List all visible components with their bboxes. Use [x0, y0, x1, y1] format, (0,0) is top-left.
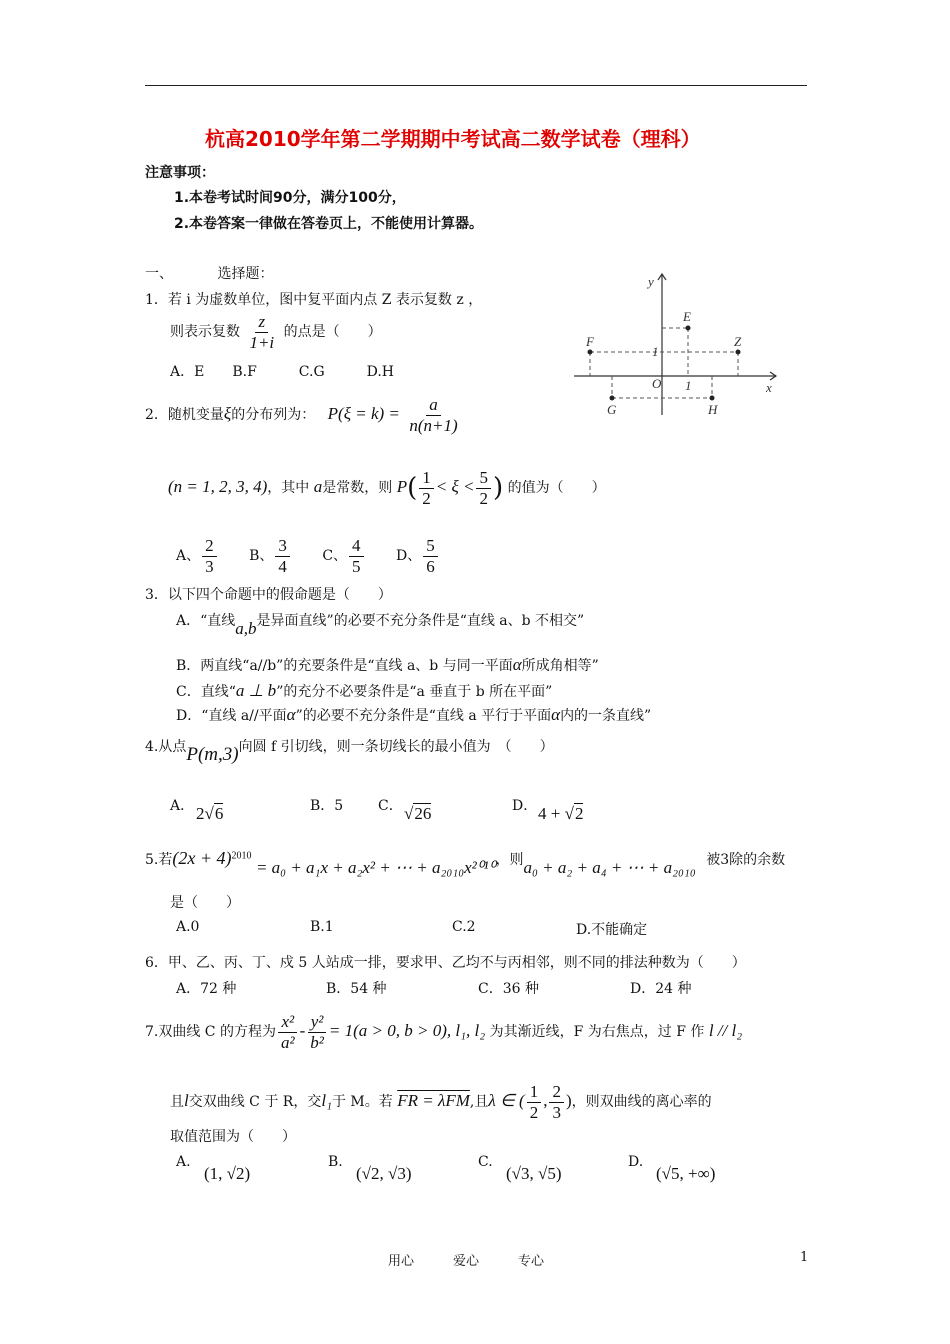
- label-one-y: 1: [652, 344, 659, 359]
- q1-line2: [170, 312, 382, 352]
- q7-vector-equation: FR = λFM: [397, 1091, 470, 1111]
- q3-option-d: [176, 705, 651, 725]
- q2-paren-close: ): [492, 473, 504, 504]
- q4-options: [170, 795, 610, 827]
- q7-option-b-label: B.: [328, 1154, 343, 1170]
- q2-half-num: 1: [419, 468, 434, 489]
- q2-option-d-den: 6: [426, 556, 435, 576]
- q2-option-b-den: 4: [278, 556, 287, 576]
- q4-option-a-coef: 2: [196, 804, 205, 823]
- q3-option-a: [176, 610, 585, 638]
- q4-point: P(m,3): [186, 744, 239, 765]
- q2-inequality: < ξ <: [435, 477, 475, 497]
- q7-range-frac-1: [527, 1082, 542, 1122]
- q4-option-d-value: 4 + √2: [538, 804, 584, 823]
- q2-mid: 的分布列为：: [231, 407, 316, 424]
- point-z: [736, 350, 741, 355]
- q5-expansion: = a₀ + a₁x + a₂x² + ⋯ + a₂₀₁₀x²⁰¹⁰: [255, 858, 496, 877]
- q3-stem: 3．以下四个命题中的假命题是（ ）: [145, 587, 392, 603]
- q5-option-b: B.1: [310, 919, 334, 935]
- q3-b-post: 所成角相等”: [521, 658, 599, 674]
- q7-frac-x-den: a²: [280, 1032, 295, 1052]
- exam-title: 杭高2010学年第二学期期中考试高二数学试卷（理科）: [205, 127, 701, 151]
- header-rule: [145, 85, 807, 86]
- q3-b-pre: B．两直线“a//b”的充要条件是“直线 a、b 与同一平面: [176, 658, 513, 674]
- q2-paren-open: (: [407, 473, 418, 504]
- q7-range-frac-2-num: 2: [549, 1082, 564, 1103]
- q4-lead: 4.从点: [145, 739, 187, 755]
- q7-line2-d: ，则双曲线的离心率的: [571, 1094, 712, 1111]
- q4-option-a-label: A．: [170, 798, 195, 814]
- q4-option-b: B．5: [310, 798, 344, 814]
- q3-c-pre: C．直线“: [176, 684, 236, 700]
- q3-option-b: [176, 655, 599, 675]
- point-g: [610, 396, 615, 401]
- q2-xi: ξ: [223, 404, 232, 424]
- q7-option-b-value: (√2, √3): [356, 1164, 412, 1183]
- q7-option-a-label: A.: [176, 1154, 191, 1170]
- q7-frac-y: [307, 1012, 327, 1052]
- q7-options: [176, 1154, 736, 1188]
- q2-option-d: [396, 536, 440, 576]
- q3-b-alpha: α: [512, 655, 522, 674]
- label-one-x: 1: [685, 378, 692, 393]
- q7-l1: l₁: [321, 1091, 332, 1111]
- q6-options: [176, 978, 716, 998]
- q7-mid: 为其渐近线，F 为右焦点，过 F 作: [489, 1024, 705, 1041]
- q3-a-post: 是异面直线”的必要不充分条件是“直线 a、b 不相交”: [256, 613, 585, 629]
- section-heading: [145, 263, 273, 283]
- q2-half: [419, 468, 434, 508]
- q3-d-post: 内的一条直线”: [560, 708, 652, 724]
- q1-frac-den: 1+i: [249, 332, 275, 352]
- q7-range-frac-2: [549, 1082, 564, 1122]
- q7-lead: 7.双曲线 C 的方程为: [145, 1024, 276, 1041]
- notice-heading: 注意事项：: [145, 165, 215, 181]
- q7-parallel: l // l₂: [708, 1021, 743, 1041]
- q7-frac-y-num: y²: [308, 1012, 327, 1033]
- q4-option-c-rad: 26: [414, 804, 432, 823]
- q2-fraction: [406, 395, 460, 435]
- q7-frac-x-num: x²: [278, 1012, 297, 1033]
- q4-option-d-pre: 4 +: [538, 804, 561, 823]
- label-z: Z: [734, 334, 742, 349]
- q2-frac-num: a: [426, 395, 441, 416]
- q7-option-c-value: (√3, √5): [506, 1164, 562, 1183]
- q6-option-b: B．54 种: [326, 981, 387, 997]
- q5-tail: 被3除的余数: [706, 852, 786, 868]
- q5-stem: [145, 848, 786, 877]
- q1-lead: 则表示复数: [170, 324, 240, 341]
- q2-five-den: 2: [479, 488, 488, 508]
- q2-option-d-frac: [423, 536, 438, 576]
- q7-option-d-label: D.: [628, 1154, 644, 1170]
- q2-option-b: [249, 536, 292, 576]
- q7-frac-y-den: b²: [310, 1032, 324, 1052]
- q2-five-num: 5: [476, 468, 491, 489]
- q5-options: [176, 919, 696, 939]
- q1-tail: 的点是（ ）: [283, 324, 382, 341]
- q7-option-c-label: C.: [478, 1154, 493, 1170]
- label-f: F: [586, 334, 594, 349]
- q2-option-b-label: B、: [249, 548, 274, 565]
- q7-line2-a: 交双曲线 C 于 R，交: [188, 1094, 322, 1111]
- q3-d-alpha-1: α: [286, 705, 296, 724]
- q5-mid: ，则: [495, 852, 524, 868]
- q2-range: (n = 1, 2, 3, 4): [168, 477, 268, 497]
- q4-option-d-label: D．: [512, 798, 538, 814]
- q5-lead: 5.若: [145, 852, 173, 868]
- q6-option-c: C．36 种: [478, 981, 539, 997]
- q2-option-c-frac: [349, 536, 364, 576]
- q5-option-a: A.0: [176, 919, 200, 935]
- q5-line2: 是（ ）: [170, 895, 240, 911]
- q4-option-c-value: √26: [404, 804, 432, 823]
- q4-option-a-rad: 6: [214, 804, 224, 823]
- q3-c-math: a ⊥ b: [235, 681, 277, 700]
- point-e: [686, 326, 691, 331]
- q2-a: a: [313, 477, 323, 497]
- q2-formula-left: P(ξ = k) =: [327, 404, 400, 424]
- footer-motto: 用心 爱心 专心: [388, 1254, 545, 1269]
- q5-base: (2x + 4): [172, 848, 232, 868]
- q6-option-d: D．24 种: [630, 981, 692, 997]
- q7-range-frac-1-den: 2: [529, 1102, 539, 1122]
- q6-option-a: A．72 种: [176, 981, 237, 997]
- q2-option-d-num: 5: [423, 536, 438, 557]
- q4-option-d-rad: 2: [574, 804, 584, 823]
- q2-line2: [168, 468, 606, 508]
- q7-line2-c: ,且: [469, 1094, 489, 1111]
- q1-options: A．E B.F C.G D.H: [170, 364, 395, 380]
- label-e: E: [683, 309, 691, 324]
- q2-option-b-frac: [275, 536, 290, 576]
- q2-option-a: [176, 536, 219, 576]
- q2-text2: ，其中: [267, 480, 310, 497]
- q2-option-d-label: D、: [396, 548, 422, 565]
- q7-l: l: [184, 1091, 189, 1111]
- label-h: H: [708, 402, 718, 417]
- q2-option-a-num: 2: [202, 536, 217, 557]
- notice-item-1: 1.本卷考试时间90分，满分100分，: [174, 190, 406, 206]
- q7-range-frac-2-den: 3: [552, 1102, 561, 1122]
- q7-range-close: ): [565, 1091, 572, 1111]
- label-x: x: [766, 380, 772, 395]
- q1-fraction: [246, 312, 277, 352]
- q4-option-c-label: C．: [378, 798, 403, 814]
- label-origin: O: [652, 376, 662, 391]
- q3-d-mid: ”的必要不充分条件是“直线 a 平行于平面: [295, 708, 552, 724]
- q7-option-a-value: (1, √2): [204, 1164, 251, 1183]
- q2-text3: 是常数，则: [322, 480, 393, 497]
- q5-exponent: 2010: [231, 850, 252, 862]
- q2-line1: [145, 395, 463, 435]
- q4-tail: 向圆 f 引切线，则一条切线长的最小值为 （ ）: [238, 739, 554, 755]
- q2-p: P: [396, 477, 408, 497]
- q5-sum: a₀ + a₂ + a₄ + ⋯ + a₂₀₁₀: [523, 858, 696, 877]
- q3-d-alpha-2: α: [551, 705, 561, 724]
- label-g: G: [607, 402, 617, 417]
- q1-frac-num: z: [255, 312, 268, 333]
- point-f: [588, 350, 593, 355]
- q2-lead: 2．随机变量: [145, 407, 224, 424]
- q3-a-math: a,b: [235, 619, 257, 638]
- q2-five-half: [476, 468, 491, 508]
- q4-stem: [145, 735, 554, 765]
- q3-c-post: ”的充分不必要条件是“a 垂直于 b 所在平面”: [276, 684, 553, 700]
- q2-text4: 的值为（ ）: [507, 480, 606, 497]
- q2-option-a-label: A、: [176, 548, 201, 565]
- q7-line1: [145, 1012, 742, 1052]
- q7-lambda-in: λ ∈ (: [488, 1091, 525, 1111]
- q7-frac-x: [278, 1012, 298, 1052]
- q7-range-frac-1-num: 1: [527, 1082, 542, 1103]
- q5-option-c: C.2: [452, 919, 476, 935]
- q7-line2-pre: 且: [170, 1094, 184, 1111]
- q3-d-pre: D．“直线 a//平面: [176, 708, 287, 724]
- label-y: y: [648, 274, 654, 289]
- q7-line2-b: 于 M。若: [331, 1094, 393, 1111]
- q2-option-c-num: 4: [349, 536, 364, 557]
- q7-line2: [170, 1082, 712, 1122]
- q2-option-c-den: 5: [352, 556, 361, 576]
- q7-option-d-value: (√5, +∞): [656, 1164, 716, 1183]
- q2-option-b-num: 3: [275, 536, 290, 557]
- q7-minus: -: [299, 1021, 306, 1041]
- q2-options: [176, 536, 440, 576]
- q2-frac-den: n(n+1): [409, 415, 458, 435]
- q2-option-a-den: 3: [205, 556, 214, 576]
- q7-range-comma: ,: [543, 1091, 548, 1111]
- section-number: 一、: [145, 266, 173, 282]
- q2-option-a-frac: [202, 536, 217, 576]
- q2-option-c-label: C、: [322, 548, 348, 565]
- q7-line3: 取值范围为（ ）: [170, 1129, 296, 1145]
- page-number: 1: [800, 1250, 809, 1265]
- point-h: [710, 396, 715, 401]
- q2-half-den: 2: [422, 488, 431, 508]
- complex-plane-figure: [572, 270, 784, 420]
- q6-stem: 6．甲、乙、丙、丁、戍 5 人站成一排，要求甲、乙均不与丙相邻，则不同的排法种数为（ ）: [145, 955, 746, 971]
- q2-option-c: [322, 536, 365, 576]
- q7-equation: = 1(a > 0, b > 0), l₁, l₂: [328, 1021, 486, 1041]
- q1-stem: 1．若 i 为虚数单位，图中复平面内点 Z 表示复数 z ，: [145, 292, 483, 308]
- notice-item-2: 2.本卷答案一律做在答卷页上，不能使用计算器。: [174, 216, 484, 232]
- q4-option-a-value: 2√6: [196, 804, 224, 823]
- q3-option-c: [176, 681, 552, 701]
- q5-option-d: D.不能确定: [576, 922, 648, 938]
- q3-a-pre: A．“直线: [176, 613, 236, 629]
- section-name: 选择题：: [217, 266, 274, 282]
